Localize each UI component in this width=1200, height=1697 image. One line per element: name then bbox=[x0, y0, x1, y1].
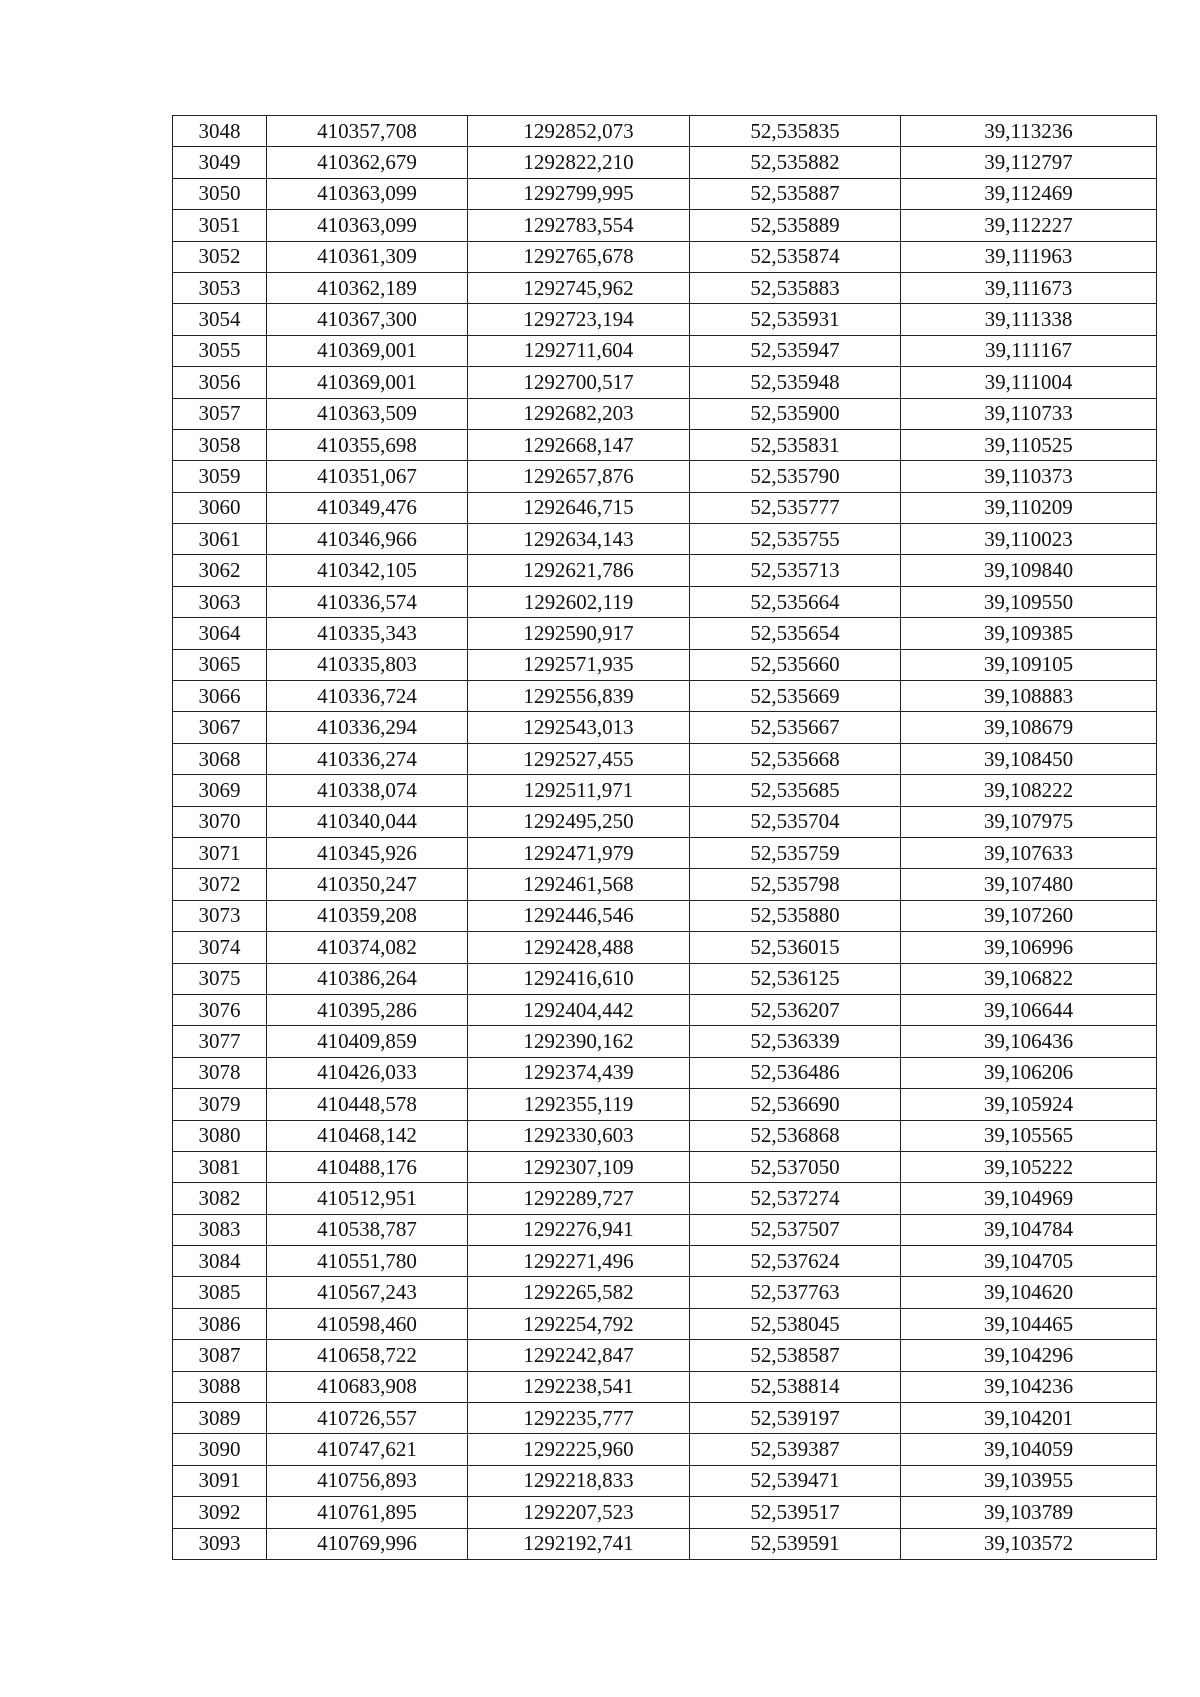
table-row bbox=[173, 398, 1157, 429]
point-number-cell: 3091 bbox=[173, 1465, 267, 1496]
point-number-cell: 3071 bbox=[173, 837, 267, 868]
latitude-cell: 52,535669 bbox=[690, 681, 901, 712]
latitude-cell: 52,535667 bbox=[690, 712, 901, 743]
latitude-cell: 52,535704 bbox=[690, 806, 901, 837]
x-coordinate-cell: 410369,001 bbox=[267, 335, 468, 366]
y-coordinate-cell: 1292276,941 bbox=[468, 1214, 690, 1245]
point-number-cell: 3049 bbox=[173, 147, 267, 178]
latitude-cell: 52,535798 bbox=[690, 869, 901, 900]
y-coordinate-cell: 1292571,935 bbox=[468, 649, 690, 680]
latitude-cell: 52,536339 bbox=[690, 1026, 901, 1057]
latitude-cell: 52,536015 bbox=[690, 932, 901, 963]
latitude-cell: 52,535713 bbox=[690, 555, 901, 586]
table-row bbox=[173, 743, 1157, 774]
latitude-cell: 52,535755 bbox=[690, 524, 901, 555]
point-number-cell: 3064 bbox=[173, 618, 267, 649]
y-coordinate-cell: 1292271,496 bbox=[468, 1246, 690, 1277]
longitude-cell: 39,106996 bbox=[901, 932, 1157, 963]
latitude-cell: 52,538587 bbox=[690, 1340, 901, 1371]
longitude-cell: 39,109385 bbox=[901, 618, 1157, 649]
latitude-cell: 52,535777 bbox=[690, 492, 901, 523]
x-coordinate-cell: 410336,724 bbox=[267, 681, 468, 712]
longitude-cell: 39,104969 bbox=[901, 1183, 1157, 1214]
longitude-cell: 39,104705 bbox=[901, 1246, 1157, 1277]
y-coordinate-cell: 1292265,582 bbox=[468, 1277, 690, 1308]
latitude-cell: 52,535931 bbox=[690, 304, 901, 335]
latitude-cell: 52,535759 bbox=[690, 837, 901, 868]
point-number-cell: 3089 bbox=[173, 1403, 267, 1434]
x-coordinate-cell: 410335,343 bbox=[267, 618, 468, 649]
longitude-cell: 39,111963 bbox=[901, 241, 1157, 272]
latitude-cell: 52,536868 bbox=[690, 1120, 901, 1151]
x-coordinate-cell: 410367,300 bbox=[267, 304, 468, 335]
point-number-cell: 3069 bbox=[173, 775, 267, 806]
latitude-cell: 52,535835 bbox=[690, 116, 901, 147]
latitude-cell: 52,535654 bbox=[690, 618, 901, 649]
x-coordinate-cell: 410658,722 bbox=[267, 1340, 468, 1371]
y-coordinate-cell: 1292218,833 bbox=[468, 1465, 690, 1496]
point-number-cell: 3059 bbox=[173, 461, 267, 492]
y-coordinate-cell: 1292543,013 bbox=[468, 712, 690, 743]
point-number-cell: 3052 bbox=[173, 241, 267, 272]
table-row bbox=[173, 1528, 1157, 1559]
point-number-cell: 3074 bbox=[173, 932, 267, 963]
longitude-cell: 39,106644 bbox=[901, 994, 1157, 1025]
longitude-cell: 39,111673 bbox=[901, 272, 1157, 303]
latitude-cell: 52,535664 bbox=[690, 586, 901, 617]
table-row bbox=[173, 1089, 1157, 1120]
y-coordinate-cell: 1292822,210 bbox=[468, 147, 690, 178]
point-number-cell: 3073 bbox=[173, 900, 267, 931]
longitude-cell: 39,109105 bbox=[901, 649, 1157, 680]
x-coordinate-cell: 410355,698 bbox=[267, 429, 468, 460]
longitude-cell: 39,106436 bbox=[901, 1026, 1157, 1057]
table-row bbox=[173, 335, 1157, 366]
x-coordinate-cell: 410386,264 bbox=[267, 963, 468, 994]
table-row bbox=[173, 586, 1157, 617]
x-coordinate-cell: 410512,951 bbox=[267, 1183, 468, 1214]
table-row bbox=[173, 210, 1157, 241]
table-row bbox=[173, 272, 1157, 303]
latitude-cell: 52,535889 bbox=[690, 210, 901, 241]
point-number-cell: 3077 bbox=[173, 1026, 267, 1057]
y-coordinate-cell: 1292556,839 bbox=[468, 681, 690, 712]
longitude-cell: 39,109840 bbox=[901, 555, 1157, 586]
table-row bbox=[173, 178, 1157, 209]
longitude-cell: 39,107975 bbox=[901, 806, 1157, 837]
latitude-cell: 52,535874 bbox=[690, 241, 901, 272]
longitude-cell: 39,104236 bbox=[901, 1371, 1157, 1402]
x-coordinate-cell: 410362,189 bbox=[267, 272, 468, 303]
table-row bbox=[173, 492, 1157, 523]
latitude-cell: 52,539591 bbox=[690, 1528, 901, 1559]
y-coordinate-cell: 1292225,960 bbox=[468, 1434, 690, 1465]
x-coordinate-cell: 410338,074 bbox=[267, 775, 468, 806]
latitude-cell: 52,539517 bbox=[690, 1497, 901, 1528]
table-row bbox=[173, 555, 1157, 586]
x-coordinate-cell: 410346,966 bbox=[267, 524, 468, 555]
longitude-cell: 39,110023 bbox=[901, 524, 1157, 555]
longitude-cell: 39,104201 bbox=[901, 1403, 1157, 1434]
longitude-cell: 39,107633 bbox=[901, 837, 1157, 868]
point-number-cell: 3058 bbox=[173, 429, 267, 460]
point-number-cell: 3056 bbox=[173, 367, 267, 398]
longitude-cell: 39,111167 bbox=[901, 335, 1157, 366]
table-row bbox=[173, 1183, 1157, 1214]
latitude-cell: 52,539387 bbox=[690, 1434, 901, 1465]
x-coordinate-cell: 410335,803 bbox=[267, 649, 468, 680]
x-coordinate-cell: 410468,142 bbox=[267, 1120, 468, 1151]
table-row bbox=[173, 241, 1157, 272]
x-coordinate-cell: 410598,460 bbox=[267, 1308, 468, 1339]
x-coordinate-cell: 410336,574 bbox=[267, 586, 468, 617]
point-number-cell: 3060 bbox=[173, 492, 267, 523]
point-number-cell: 3061 bbox=[173, 524, 267, 555]
latitude-cell: 52,535880 bbox=[690, 900, 901, 931]
table-row bbox=[173, 1151, 1157, 1182]
table-row bbox=[173, 1057, 1157, 1088]
x-coordinate-cell: 410361,309 bbox=[267, 241, 468, 272]
y-coordinate-cell: 1292799,995 bbox=[468, 178, 690, 209]
latitude-cell: 52,535831 bbox=[690, 429, 901, 460]
point-number-cell: 3062 bbox=[173, 555, 267, 586]
y-coordinate-cell: 1292242,847 bbox=[468, 1340, 690, 1371]
point-number-cell: 3085 bbox=[173, 1277, 267, 1308]
point-number-cell: 3076 bbox=[173, 994, 267, 1025]
point-number-cell: 3070 bbox=[173, 806, 267, 837]
latitude-cell: 52,537763 bbox=[690, 1277, 901, 1308]
y-coordinate-cell: 1292723,194 bbox=[468, 304, 690, 335]
y-coordinate-cell: 1292634,143 bbox=[468, 524, 690, 555]
table-row bbox=[173, 806, 1157, 837]
point-number-cell: 3082 bbox=[173, 1183, 267, 1214]
table-row bbox=[173, 461, 1157, 492]
y-coordinate-cell: 1292428,488 bbox=[468, 932, 690, 963]
x-coordinate-cell: 410395,286 bbox=[267, 994, 468, 1025]
point-number-cell: 3051 bbox=[173, 210, 267, 241]
x-coordinate-cell: 410345,926 bbox=[267, 837, 468, 868]
point-number-cell: 3057 bbox=[173, 398, 267, 429]
longitude-cell: 39,104465 bbox=[901, 1308, 1157, 1339]
x-coordinate-cell: 410756,893 bbox=[267, 1465, 468, 1496]
x-coordinate-cell: 410363,099 bbox=[267, 178, 468, 209]
longitude-cell: 39,103572 bbox=[901, 1528, 1157, 1559]
table-row bbox=[173, 869, 1157, 900]
x-coordinate-cell: 410567,243 bbox=[267, 1277, 468, 1308]
y-coordinate-cell: 1292330,603 bbox=[468, 1120, 690, 1151]
latitude-cell: 52,536125 bbox=[690, 963, 901, 994]
longitude-cell: 39,107260 bbox=[901, 900, 1157, 931]
latitude-cell: 52,535948 bbox=[690, 367, 901, 398]
x-coordinate-cell: 410448,578 bbox=[267, 1089, 468, 1120]
x-coordinate-cell: 410726,557 bbox=[267, 1403, 468, 1434]
x-coordinate-cell: 410747,621 bbox=[267, 1434, 468, 1465]
x-coordinate-cell: 410551,780 bbox=[267, 1246, 468, 1277]
x-coordinate-cell: 410336,274 bbox=[267, 743, 468, 774]
y-coordinate-cell: 1292461,568 bbox=[468, 869, 690, 900]
table-row bbox=[173, 524, 1157, 555]
y-coordinate-cell: 1292602,119 bbox=[468, 586, 690, 617]
longitude-cell: 39,111004 bbox=[901, 367, 1157, 398]
longitude-cell: 39,103955 bbox=[901, 1465, 1157, 1496]
latitude-cell: 52,537274 bbox=[690, 1183, 901, 1214]
y-coordinate-cell: 1292374,439 bbox=[468, 1057, 690, 1088]
latitude-cell: 52,535883 bbox=[690, 272, 901, 303]
y-coordinate-cell: 1292289,727 bbox=[468, 1183, 690, 1214]
x-coordinate-cell: 410409,859 bbox=[267, 1026, 468, 1057]
x-coordinate-cell: 410342,105 bbox=[267, 555, 468, 586]
latitude-cell: 52,537507 bbox=[690, 1214, 901, 1245]
table-row bbox=[173, 1403, 1157, 1434]
point-number-cell: 3083 bbox=[173, 1214, 267, 1245]
table-row bbox=[173, 1434, 1157, 1465]
point-number-cell: 3087 bbox=[173, 1340, 267, 1371]
table-row bbox=[173, 618, 1157, 649]
table-row bbox=[173, 963, 1157, 994]
table-row bbox=[173, 1465, 1157, 1496]
latitude-cell: 52,535882 bbox=[690, 147, 901, 178]
x-coordinate-cell: 410761,895 bbox=[267, 1497, 468, 1528]
longitude-cell: 39,104784 bbox=[901, 1214, 1157, 1245]
y-coordinate-cell: 1292254,792 bbox=[468, 1308, 690, 1339]
longitude-cell: 39,110525 bbox=[901, 429, 1157, 460]
longitude-cell: 39,105222 bbox=[901, 1151, 1157, 1182]
longitude-cell: 39,104059 bbox=[901, 1434, 1157, 1465]
y-coordinate-cell: 1292404,442 bbox=[468, 994, 690, 1025]
table-row bbox=[173, 712, 1157, 743]
latitude-cell: 52,535685 bbox=[690, 775, 901, 806]
y-coordinate-cell: 1292307,109 bbox=[468, 1151, 690, 1182]
x-coordinate-cell: 410769,996 bbox=[267, 1528, 468, 1559]
latitude-cell: 52,535668 bbox=[690, 743, 901, 774]
longitude-cell: 39,109550 bbox=[901, 586, 1157, 617]
latitude-cell: 52,535790 bbox=[690, 461, 901, 492]
table-row bbox=[173, 681, 1157, 712]
y-coordinate-cell: 1292527,455 bbox=[468, 743, 690, 774]
longitude-cell: 39,111338 bbox=[901, 304, 1157, 335]
point-number-cell: 3084 bbox=[173, 1246, 267, 1277]
table-row bbox=[173, 1214, 1157, 1245]
table-row bbox=[173, 1026, 1157, 1057]
longitude-cell: 39,108883 bbox=[901, 681, 1157, 712]
longitude-cell: 39,112797 bbox=[901, 147, 1157, 178]
table-row bbox=[173, 429, 1157, 460]
y-coordinate-cell: 1292711,604 bbox=[468, 335, 690, 366]
latitude-cell: 52,535947 bbox=[690, 335, 901, 366]
latitude-cell: 52,538814 bbox=[690, 1371, 901, 1402]
table-row bbox=[173, 837, 1157, 868]
point-number-cell: 3072 bbox=[173, 869, 267, 900]
latitude-cell: 52,537050 bbox=[690, 1151, 901, 1182]
table-row bbox=[173, 304, 1157, 335]
table-row bbox=[173, 932, 1157, 963]
longitude-cell: 39,103789 bbox=[901, 1497, 1157, 1528]
point-number-cell: 3081 bbox=[173, 1151, 267, 1182]
table-row bbox=[173, 1120, 1157, 1151]
point-number-cell: 3065 bbox=[173, 649, 267, 680]
x-coordinate-cell: 410426,033 bbox=[267, 1057, 468, 1088]
point-number-cell: 3079 bbox=[173, 1089, 267, 1120]
y-coordinate-cell: 1292765,678 bbox=[468, 241, 690, 272]
latitude-cell: 52,536690 bbox=[690, 1089, 901, 1120]
longitude-cell: 39,110373 bbox=[901, 461, 1157, 492]
longitude-cell: 39,104296 bbox=[901, 1340, 1157, 1371]
y-coordinate-cell: 1292590,917 bbox=[468, 618, 690, 649]
point-number-cell: 3092 bbox=[173, 1497, 267, 1528]
longitude-cell: 39,110209 bbox=[901, 492, 1157, 523]
x-coordinate-cell: 410538,787 bbox=[267, 1214, 468, 1245]
point-number-cell: 3086 bbox=[173, 1308, 267, 1339]
y-coordinate-cell: 1292238,541 bbox=[468, 1371, 690, 1402]
table-row bbox=[173, 1497, 1157, 1528]
longitude-cell: 39,112227 bbox=[901, 210, 1157, 241]
table-row bbox=[173, 116, 1157, 147]
table-row bbox=[173, 367, 1157, 398]
point-number-cell: 3055 bbox=[173, 335, 267, 366]
x-coordinate-cell: 410340,044 bbox=[267, 806, 468, 837]
y-coordinate-cell: 1292416,610 bbox=[468, 963, 690, 994]
x-coordinate-cell: 410359,208 bbox=[267, 900, 468, 931]
latitude-cell: 52,538045 bbox=[690, 1308, 901, 1339]
y-coordinate-cell: 1292355,119 bbox=[468, 1089, 690, 1120]
latitude-cell: 52,536207 bbox=[690, 994, 901, 1025]
table-row bbox=[173, 649, 1157, 680]
x-coordinate-cell: 410683,908 bbox=[267, 1371, 468, 1402]
x-coordinate-cell: 410351,067 bbox=[267, 461, 468, 492]
x-coordinate-cell: 410363,099 bbox=[267, 210, 468, 241]
longitude-cell: 39,105924 bbox=[901, 1089, 1157, 1120]
point-number-cell: 3048 bbox=[173, 116, 267, 147]
table-row bbox=[173, 994, 1157, 1025]
point-number-cell: 3063 bbox=[173, 586, 267, 617]
y-coordinate-cell: 1292390,162 bbox=[468, 1026, 690, 1057]
y-coordinate-cell: 1292745,962 bbox=[468, 272, 690, 303]
table-row bbox=[173, 1246, 1157, 1277]
point-number-cell: 3075 bbox=[173, 963, 267, 994]
latitude-cell: 52,539471 bbox=[690, 1465, 901, 1496]
point-number-cell: 3080 bbox=[173, 1120, 267, 1151]
y-coordinate-cell: 1292511,971 bbox=[468, 775, 690, 806]
point-number-cell: 3078 bbox=[173, 1057, 267, 1088]
longitude-cell: 39,106206 bbox=[901, 1057, 1157, 1088]
table-row bbox=[173, 1371, 1157, 1402]
coordinates-table-body bbox=[173, 116, 1157, 1560]
table-row bbox=[173, 147, 1157, 178]
point-number-cell: 3066 bbox=[173, 681, 267, 712]
point-number-cell: 3053 bbox=[173, 272, 267, 303]
y-coordinate-cell: 1292235,777 bbox=[468, 1403, 690, 1434]
longitude-cell: 39,108450 bbox=[901, 743, 1157, 774]
x-coordinate-cell: 410336,294 bbox=[267, 712, 468, 743]
longitude-cell: 39,107480 bbox=[901, 869, 1157, 900]
y-coordinate-cell: 1292783,554 bbox=[468, 210, 690, 241]
x-coordinate-cell: 410357,708 bbox=[267, 116, 468, 147]
x-coordinate-cell: 410349,476 bbox=[267, 492, 468, 523]
point-number-cell: 3090 bbox=[173, 1434, 267, 1465]
latitude-cell: 52,537624 bbox=[690, 1246, 901, 1277]
x-coordinate-cell: 410362,679 bbox=[267, 147, 468, 178]
table-row bbox=[173, 775, 1157, 806]
x-coordinate-cell: 410488,176 bbox=[267, 1151, 468, 1182]
longitude-cell: 39,108679 bbox=[901, 712, 1157, 743]
table-row bbox=[173, 1277, 1157, 1308]
longitude-cell: 39,106822 bbox=[901, 963, 1157, 994]
x-coordinate-cell: 410363,509 bbox=[267, 398, 468, 429]
point-number-cell: 3054 bbox=[173, 304, 267, 335]
y-coordinate-cell: 1292852,073 bbox=[468, 116, 690, 147]
longitude-cell: 39,108222 bbox=[901, 775, 1157, 806]
y-coordinate-cell: 1292621,786 bbox=[468, 555, 690, 586]
y-coordinate-cell: 1292192,741 bbox=[468, 1528, 690, 1559]
y-coordinate-cell: 1292700,517 bbox=[468, 367, 690, 398]
longitude-cell: 39,113236 bbox=[901, 116, 1157, 147]
longitude-cell: 39,105565 bbox=[901, 1120, 1157, 1151]
latitude-cell: 52,536486 bbox=[690, 1057, 901, 1088]
x-coordinate-cell: 410350,247 bbox=[267, 869, 468, 900]
y-coordinate-cell: 1292646,715 bbox=[468, 492, 690, 523]
point-number-cell: 3088 bbox=[173, 1371, 267, 1402]
x-coordinate-cell: 410369,001 bbox=[267, 367, 468, 398]
table-row bbox=[173, 1340, 1157, 1371]
point-number-cell: 3068 bbox=[173, 743, 267, 774]
table-row bbox=[173, 1308, 1157, 1339]
y-coordinate-cell: 1292471,979 bbox=[468, 837, 690, 868]
latitude-cell: 52,535887 bbox=[690, 178, 901, 209]
y-coordinate-cell: 1292682,203 bbox=[468, 398, 690, 429]
longitude-cell: 39,112469 bbox=[901, 178, 1157, 209]
point-number-cell: 3067 bbox=[173, 712, 267, 743]
point-number-cell: 3050 bbox=[173, 178, 267, 209]
point-number-cell: 3093 bbox=[173, 1528, 267, 1559]
x-coordinate-cell: 410374,082 bbox=[267, 932, 468, 963]
latitude-cell: 52,535900 bbox=[690, 398, 901, 429]
table-row bbox=[173, 900, 1157, 931]
coordinates-table bbox=[172, 115, 1157, 1560]
latitude-cell: 52,535660 bbox=[690, 649, 901, 680]
y-coordinate-cell: 1292207,523 bbox=[468, 1497, 690, 1528]
y-coordinate-cell: 1292657,876 bbox=[468, 461, 690, 492]
y-coordinate-cell: 1292446,546 bbox=[468, 900, 690, 931]
y-coordinate-cell: 1292495,250 bbox=[468, 806, 690, 837]
longitude-cell: 39,110733 bbox=[901, 398, 1157, 429]
latitude-cell: 52,539197 bbox=[690, 1403, 901, 1434]
y-coordinate-cell: 1292668,147 bbox=[468, 429, 690, 460]
longitude-cell: 39,104620 bbox=[901, 1277, 1157, 1308]
